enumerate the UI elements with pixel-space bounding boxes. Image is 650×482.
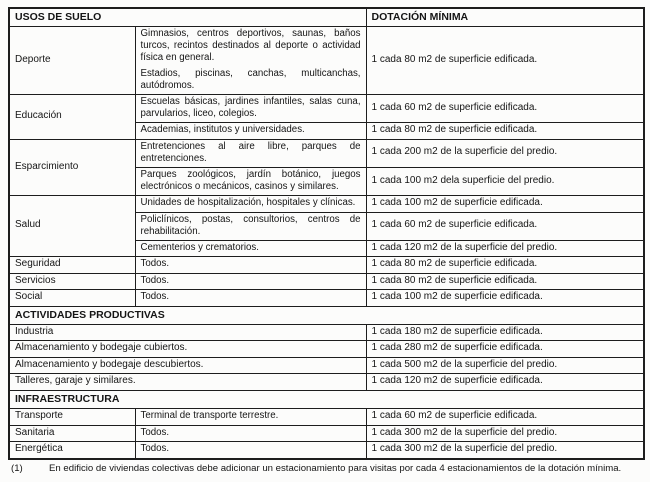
dotacion-cell: 1 cada 500 m2 de la superficie del predio. — [366, 357, 644, 374]
row-industria — [9, 324, 644, 341]
category-cell: Salud — [9, 196, 135, 257]
description-cell: Escuelas básicas, jardines infantiles, salas cuna, parvularios, liceo, colegios. — [135, 94, 366, 122]
category-cell: Sanitaria — [9, 425, 135, 442]
row-transporte — [9, 409, 644, 426]
category-cell: Deporte — [9, 27, 135, 95]
dotacion-cell: 1 cada 180 m2 de superficie edificada. — [366, 324, 644, 341]
category-cell: Energética — [9, 442, 135, 459]
description-cell: Todos. — [135, 290, 366, 307]
category-cell: Educación — [9, 94, 135, 139]
use-label-cell: Almacenamiento y bodegaje cubiertos. — [9, 341, 366, 358]
use-label-cell: Almacenamiento y bodegaje descubiertos. — [9, 357, 366, 374]
description-cell: Unidades de hospitalización, hospitales y clínicas. — [135, 196, 366, 213]
dotacion-cell: 1 cada 80 m2 de superficie edificada. — [366, 123, 644, 140]
row-almacenamiento-cubiertos — [9, 341, 644, 358]
use-label-cell: Talleres, garaje y similares. — [9, 374, 366, 391]
dotacion-cell: 1 cada 60 m2 de superficie edificada. — [366, 94, 644, 122]
description-cell: Todos. — [135, 442, 366, 459]
description-cell: Cementerios y crematorios. — [135, 240, 366, 257]
description-cell: Academias, institutos y universidades. — [135, 123, 366, 140]
description-cell: Terminal de transporte terrestre. — [135, 409, 366, 426]
row-salud-1 — [9, 196, 644, 213]
section-row-infraestructura — [9, 390, 644, 408]
dotacion-cell: 1 cada 300 m2 de la superficie del predio. — [366, 442, 644, 459]
dotacion-cell: 1 cada 100 m2 de superficie edificada. — [366, 196, 644, 213]
header-dotacion-minima: DOTACIÓN MÍNIMA — [366, 8, 644, 27]
row-educacion-1 — [9, 94, 644, 122]
dotacion-minima-table — [8, 7, 645, 460]
description-cell — [135, 27, 366, 95]
dotacion-cell: 1 cada 100 m2 dela superficie del predio. — [366, 167, 644, 195]
dotacion-cell: 1 cada 60 m2 de superficie edificada. — [366, 212, 644, 240]
description-cell: Todos. — [135, 273, 366, 290]
category-cell: Transporte — [9, 409, 135, 426]
category-cell: Social — [9, 290, 135, 307]
row-energetica — [9, 442, 644, 459]
dotacion-cell: 1 cada 300 m2 de la superficie del predio. — [366, 425, 644, 442]
category-cell: Servicios — [9, 273, 135, 290]
footnote-text: En edificio de viviendas colectivas debe adicionar un estacionamiento para visitas por cada 4 estacionamientos de la dotación mínima. — [49, 462, 622, 474]
row-esparcimiento-1 — [9, 139, 644, 167]
description-cell: Todos. — [135, 425, 366, 442]
use-label-cell: Industria — [9, 324, 366, 341]
category-cell: Seguridad — [9, 257, 135, 274]
description-cell: Entretenciones al aire libre, parques de entretenciones. — [135, 139, 366, 167]
row-social — [9, 290, 644, 307]
description-cell: Todos. — [135, 257, 366, 274]
row-almacenamiento-descubiertos — [9, 357, 644, 374]
section-title: INFRAESTRUCTURA — [9, 390, 644, 408]
dotacion-cell: 1 cada 200 m2 de la superficie del predio. — [366, 139, 644, 167]
dotacion-cell: 1 cada 280 m2 de superficie edificada. — [366, 341, 644, 358]
description-cell: Parques zoológicos, jardín botánico, juegos electrónicos o mecánicos, casinos y similares. — [135, 167, 366, 195]
description-cell: Policlínicos, postas, consultorios, centros de rehabilitación. — [135, 212, 366, 240]
footnote-marker: (1) — [11, 462, 23, 474]
table-header-row — [9, 8, 644, 27]
dotacion-cell: 1 cada 80 m2 de superficie edificada. — [366, 27, 644, 95]
dotacion-cell: 1 cada 80 m2 de superficie edificada. — [366, 257, 644, 274]
section-row-actividades-productivas — [9, 306, 644, 324]
row-servicios — [9, 273, 644, 290]
section-title: ACTIVIDADES PRODUCTIVAS — [9, 306, 644, 324]
dotacion-cell: 1 cada 120 m2 de la superficie del predio. — [366, 240, 644, 257]
description-paragraph: Estadios, piscinas, canchas, multicanchas, autódromos. — [140, 67, 361, 91]
header-usos-de-suelo: USOS DE SUELO — [9, 8, 366, 27]
row-sanitaria — [9, 425, 644, 442]
dotacion-cell: 1 cada 60 m2 de superficie edificada. — [366, 409, 644, 426]
row-seguridad — [9, 257, 644, 274]
dotacion-cell: 1 cada 120 m2 de superficie edificada. — [366, 374, 644, 391]
footnote — [8, 463, 643, 475]
category-cell: Esparcimiento — [9, 139, 135, 196]
dotacion-cell: 1 cada 80 m2 de superficie edificada. — [366, 273, 644, 290]
row-deporte — [9, 27, 644, 95]
row-talleres — [9, 374, 644, 391]
dotacion-cell: 1 cada 100 m2 de superficie edificada. — [366, 290, 644, 307]
description-paragraph: Gimnasios, centros deportivos, saunas, baños turcos, recintos destinados al deporte o actividad física en general. — [140, 28, 361, 64]
